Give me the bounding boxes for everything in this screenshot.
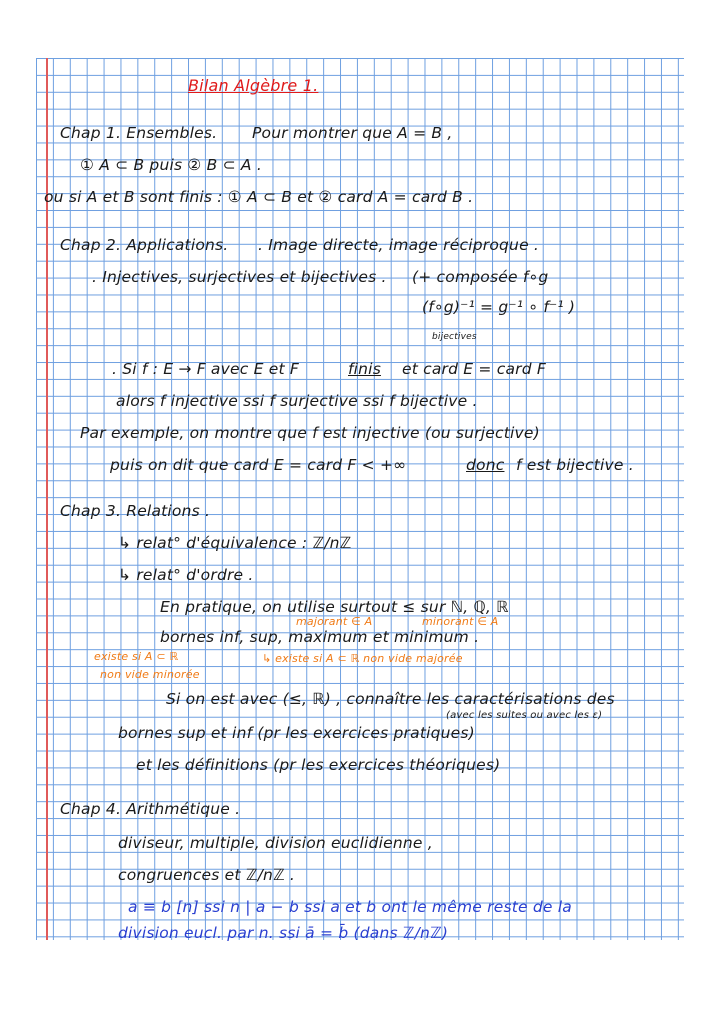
chap2-line6b: f est bijective . <box>516 456 634 474</box>
chap2-line6a: puis on dit que card E = card F < +∞ <box>110 456 407 474</box>
chap3-line6: bornes sup et inf (pr les exercices pratiques) <box>118 724 475 742</box>
chap2-line3a: . Si f : E → F avec E et F <box>112 360 299 378</box>
chap3-line3: En pratique, on utilise surtout ≤ sur ℕ, ℚ, ℝ <box>160 598 509 616</box>
chap2-line1: . Image directe, image réciproque . <box>258 236 540 254</box>
chap2-donc: donc <box>466 456 505 474</box>
chap2-bijectives-note: bijectives <box>432 332 477 342</box>
chap4-line4: division eucl. par n. ssi ā = b̄ (dans ℤ/nℤ) <box>118 924 449 942</box>
chap3-note-majorant: majorant ∈ A <box>296 615 373 628</box>
chap2-inverse: (f∘g)⁻¹ = g⁻¹ ∘ f⁻¹ ) <box>422 298 576 316</box>
chap2-line5: Par exemple, on montre que f est injective (ou surjective) <box>80 424 540 442</box>
chap1-line2: ① A ⊂ B puis ② B ⊂ A . <box>80 156 262 174</box>
chap3-line2: ↳ relat° d'ordre . <box>118 566 254 584</box>
chap3-heading: Chap 3. Relations . <box>60 502 211 520</box>
chap2-line2: . Injectives, surjectives et bijectives . <box>92 268 387 286</box>
chap2-finis: finis <box>348 360 381 378</box>
chap3-orange-note-2: ↳ existe si A ⊂ ℝ non vide majorée <box>262 652 463 665</box>
chap3-orange-note-1: existe si A ⊂ ℝ <box>94 650 179 663</box>
chap3-orange-note-1b: non vide minorée <box>100 668 200 681</box>
chap2-heading: Chap 2. Applications. <box>60 236 229 254</box>
chap3-note-minorant: minorant ∈ A <box>422 615 499 628</box>
chap3-line5: Si on est avec (≤, ℝ) , connaître les caractérisations des <box>166 690 615 708</box>
chap4-line2: congruences et ℤ/nℤ . <box>118 866 296 884</box>
chap4-line1: diviseur, multiple, division euclidienne , <box>118 834 433 852</box>
chap3-line7: et les définitions (pr les exercices théoriques) <box>136 756 501 774</box>
chap1-line1: Pour montrer que A = B , <box>252 124 453 142</box>
chap1-line3: ou si A et B sont finis : ① A ⊂ B et ② card A = card B . <box>44 188 474 206</box>
chap2-line4: alors f injective ssi f surjective ssi f bijective . <box>116 392 478 410</box>
chap4-line3: a ≡ b [n] ssi n | a − b ssi a et b ont le même reste de la <box>128 898 572 916</box>
chap2-compose: (+ composée f∘g <box>412 268 549 286</box>
page-title: Bilan Algèbre 1. <box>188 76 319 95</box>
chap3-line5-note: (avec les suites ou avec les ε) <box>446 710 603 721</box>
chap3-line4: bornes inf, sup, maximum et minimum . <box>160 628 480 646</box>
chap2-line3b: et card E = card F <box>402 360 547 378</box>
chap1-heading: Chap 1. Ensembles. <box>60 124 218 142</box>
chap3-line1: ↳ relat° d'équivalence : ℤ/nℤ <box>118 534 352 552</box>
chap4-heading: Chap 4. Arithmétique . <box>60 800 241 818</box>
